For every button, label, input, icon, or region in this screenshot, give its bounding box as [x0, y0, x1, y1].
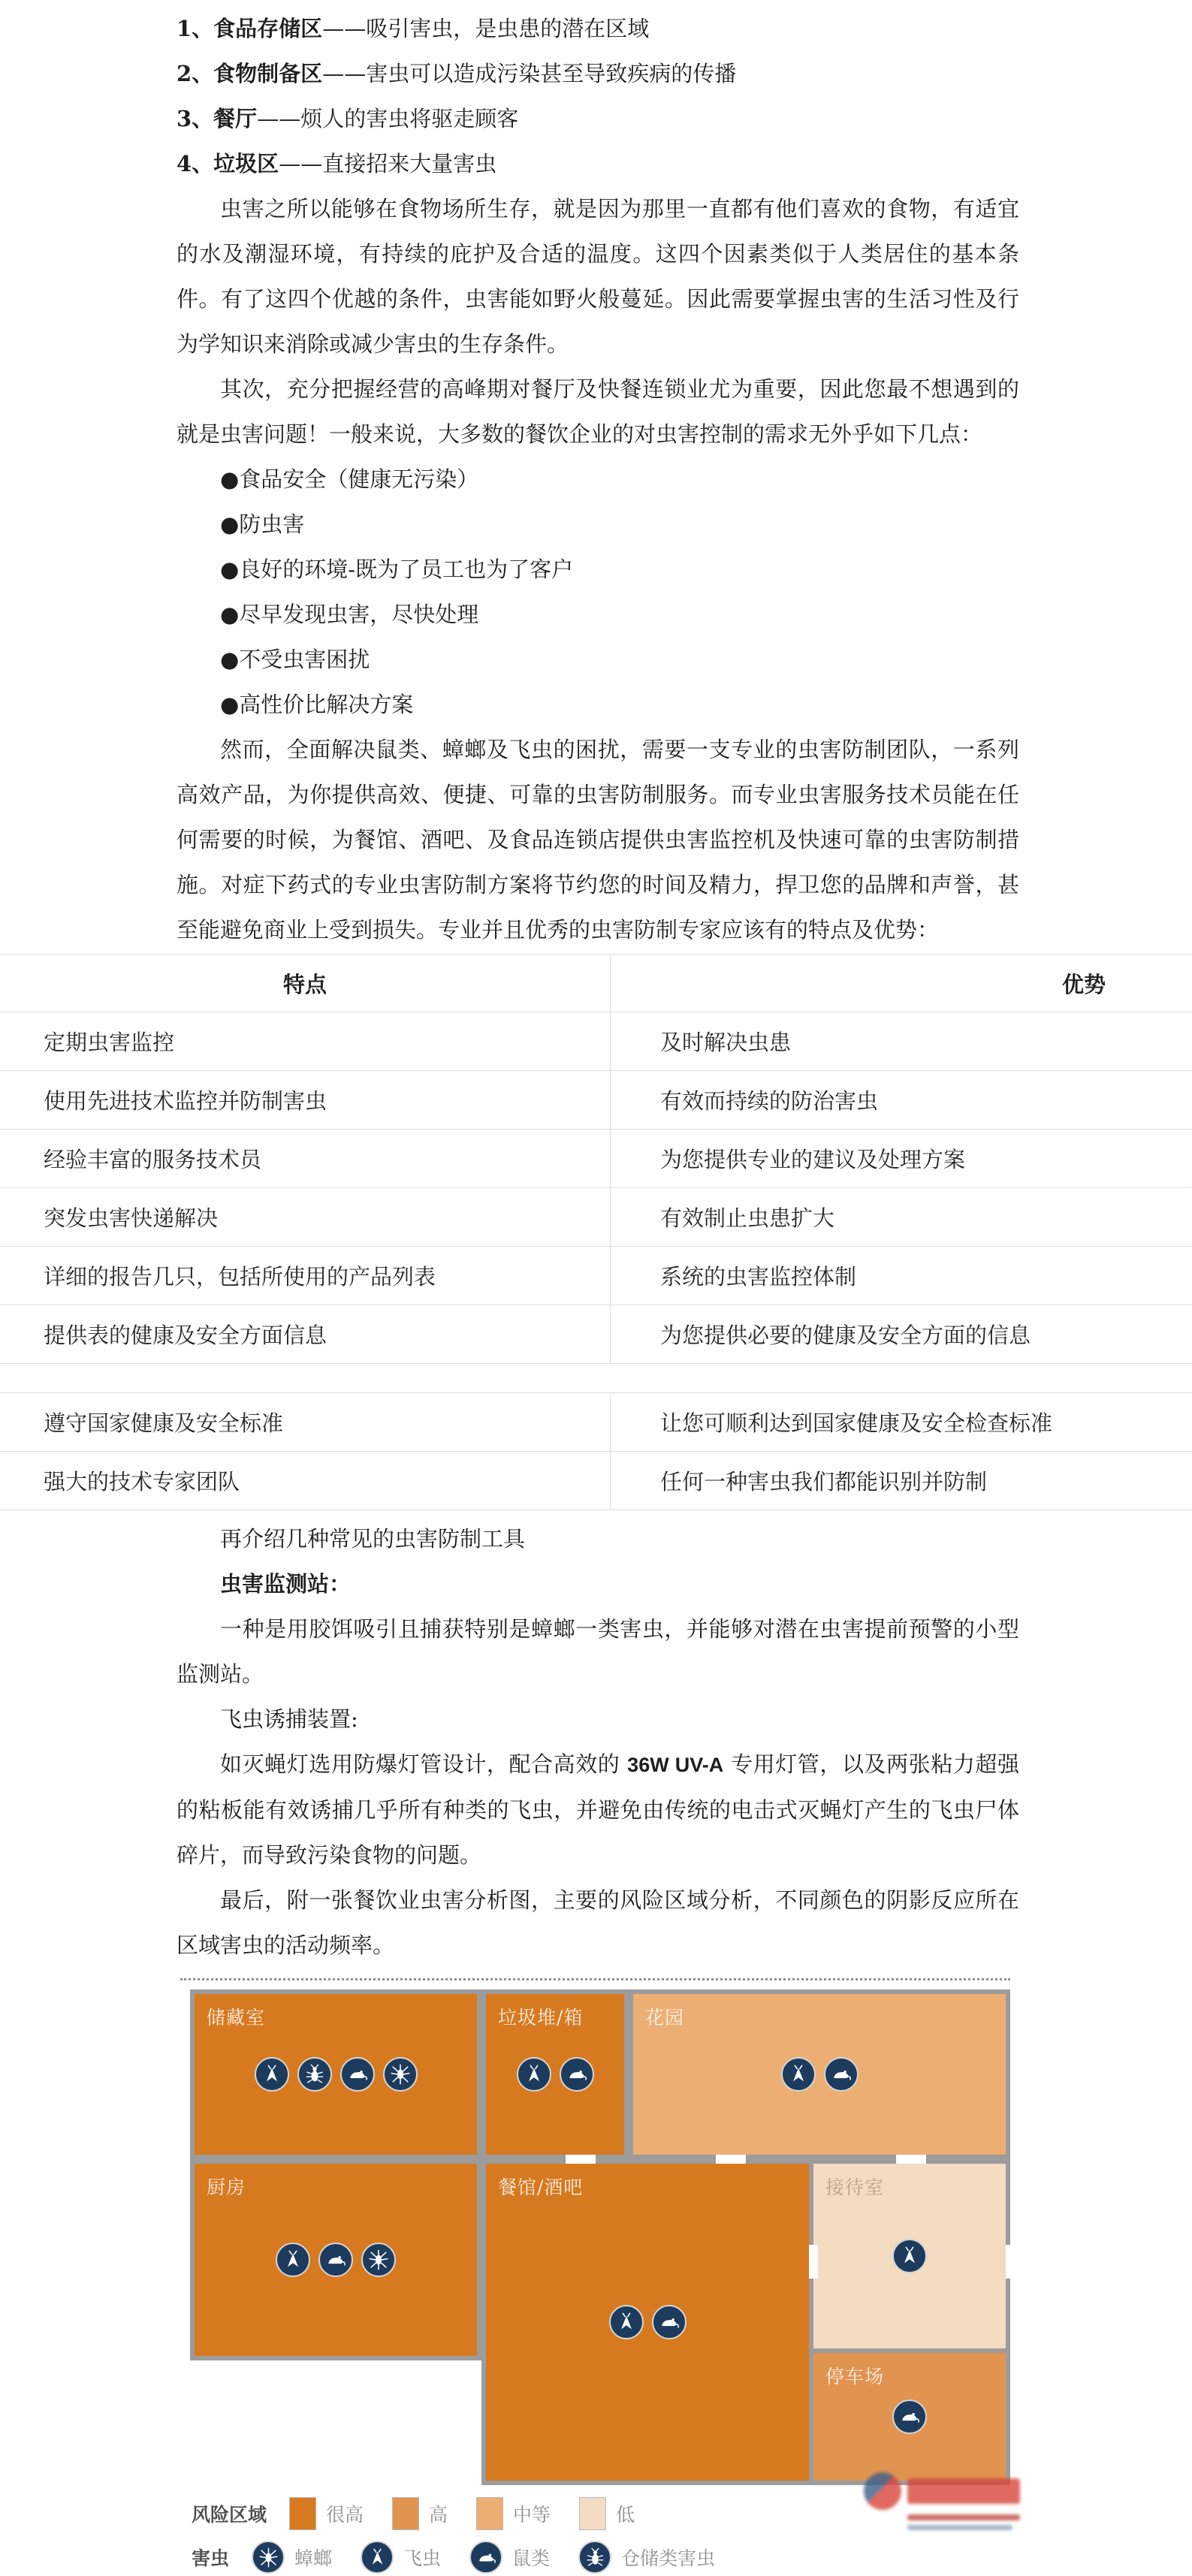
room-pest-badges: [276, 2243, 396, 2277]
pest-label: 鼠类: [512, 2547, 551, 2569]
fly-icon: [781, 2057, 816, 2092]
risk-swatch-label: 很高: [326, 2504, 364, 2526]
rat-icon: [824, 2057, 859, 2092]
room-label: 储藏室: [207, 2007, 266, 2029]
team-paragraph: 然而，全面解决鼠类、蟑螂及飞虫的困扰，需要一支专业的虫害防制团队，一系列高效产品，为你提供高效、便捷、可靠的虫害防制服务。而专业虫害服务技术员能在任何需要的时候，为餐馆、酒吧、及食品连锁店提供虫害监控机及快速可靠的虫害防制措施。对症下药式的专业虫害防制方案将节约您的时间及精力，捍卫您的品牌和声誉，甚至能避免商业上受到损失。专业并且优秀的虫害防制专家应该有的特点及优势：: [177, 737, 1019, 943]
feature-cell: 使用先进技术监控并防制害虫: [44, 1088, 327, 1114]
numbered-item-lead: 1、食品存储区: [177, 16, 323, 41]
room-pest-badges: [255, 2057, 418, 2092]
fly-icon: [276, 2243, 310, 2277]
advantage-cell: 有效而持续的防治害虫: [610, 1071, 1192, 1129]
floorplan-room: [813, 2164, 1006, 2348]
room-label: 厨房: [207, 2176, 246, 2198]
room-pest-badges: [781, 2057, 859, 2092]
fly-icon: [255, 2057, 289, 2092]
brand-logo-icon: [864, 2472, 901, 2510]
floorplan-room: [195, 1994, 477, 2155]
rat-icon: [469, 2541, 502, 2574]
pest-legend-item: [578, 2541, 715, 2574]
risk-swatch: [392, 2497, 419, 2530]
rat-icon: [340, 2057, 375, 2092]
risk-swatch: [579, 2497, 606, 2530]
bullet-item: ●防虫害: [220, 511, 305, 537]
brand-logo-text: [907, 2478, 1020, 2504]
rat-icon: [560, 2057, 594, 2092]
table-body-top: [0, 1012, 1192, 1364]
risk-legend-item: [289, 2497, 364, 2530]
table-row: [0, 1393, 1192, 1452]
analysis-intro-paragraph: 最后，附一张餐饮业虫害分析图，主要的风险区域分析，不同颜色的阴影反应所在区域害虫的活动频率。: [177, 1887, 1019, 1958]
feature-cell: 突发虫害快递解决: [44, 1205, 219, 1231]
floorplan-room: [486, 1994, 624, 2155]
room-label: 停车场: [825, 2366, 885, 2387]
feature-cell: 经验丰富的服务技术员: [44, 1147, 262, 1172]
fly-trap-heading: 飞虫诱捕装置:: [220, 1706, 358, 1732]
table-row: [0, 1130, 1192, 1188]
room-pest-badges: [517, 2057, 594, 2092]
advantage-cell: 让您可顺利达到国家健康及安全检查标准: [610, 1393, 1192, 1451]
room-label: 餐馆/酒吧: [498, 2176, 584, 2198]
floorplan-room: [633, 1994, 1006, 2155]
table-row: [0, 1452, 1192, 1510]
numbered-item-text: ——直接招来大量害虫: [279, 151, 497, 176]
fly-trap-text: 专用灯管，以及两张粘力超强的粘板能有效诱捕几乎所有种类的飞虫，并避免由传统的电击式灭蝇灯产生的飞虫尸体碎片，而导致污染食物的问题。: [177, 1751, 1019, 1868]
table-header-advantages: 优势: [610, 955, 1192, 1012]
document-body: [177, 0, 1019, 952]
pest-label: 仓储类害虫: [621, 2547, 716, 2569]
uv-lamp-spec: 36W UV-A: [627, 1754, 724, 1776]
table-row: [0, 1188, 1192, 1247]
table-row: [0, 1012, 1192, 1071]
table-row: [0, 1305, 1192, 1364]
risk-legend-title: 风险区域: [192, 2504, 267, 2526]
needs-list: [177, 457, 1019, 727]
bullet-item: ●食品安全（健康无污染）: [220, 466, 479, 492]
numbered-item-lead: 2、食物制备区: [177, 61, 323, 86]
tools-intro-paragraph: 再介绍几种常见的虫害防制工具: [220, 1526, 526, 1552]
advantage-cell: 有效制止虫患扩大: [610, 1188, 1192, 1246]
brand-logo-subtext2: [907, 2525, 1012, 2530]
storage-pest-icon: [297, 2057, 332, 2092]
pest-label: 蟑螂: [294, 2547, 333, 2569]
door-gap: [1006, 2245, 1010, 2279]
tools-section: [177, 1510, 1019, 1968]
monitor-station-paragraph: 一种是用胶饵吸引且捕获特别是蟑螂一类害虫，并能够对潜在虫害提前预警的小型监测站。: [177, 1616, 1019, 1687]
bullet-item: ●高性价比解决方案: [220, 692, 414, 717]
numbered-item-lead: 3、餐厅: [177, 106, 258, 131]
risk-swatch-label: 低: [616, 2504, 635, 2526]
feature-cell: 详细的报告几只，包括所使用的产品列表: [44, 1264, 436, 1290]
door-gap: [809, 2245, 818, 2279]
advantage-cell: 及时解决虫患: [610, 1012, 1192, 1070]
advantage-cell: 为您提供专业的建议及处理方案: [610, 1130, 1192, 1187]
pest-legend-item: [469, 2541, 550, 2574]
bullet-item: ●不受虫害困扰: [220, 647, 370, 672]
risk-swatch-label: 高: [429, 2504, 448, 2526]
room-label: 花园: [645, 2007, 685, 2029]
room-pest-badges: [892, 2239, 927, 2273]
pest-legend-item: [361, 2541, 441, 2574]
pest-legend-item: [252, 2541, 332, 2574]
cockroach-icon: [361, 2243, 396, 2277]
door-gap: [716, 2155, 746, 2164]
numbered-item-text: ——害虫可以造成污染甚至导致疾病的传播: [322, 61, 737, 86]
bullet-item: ●良好的环境-既为了员工也为了客户: [220, 557, 574, 582]
numbered-item-text: ——吸引害虫，是虫患的潜在区域: [322, 16, 650, 41]
numbered-item-lead: 4、垃圾区: [177, 151, 279, 176]
numbered-item: [177, 51, 1019, 96]
advantage-cell: 任何一种害虫我们都能识别并防制: [610, 1452, 1192, 1510]
door-gap: [896, 2155, 926, 2164]
advantage-cell: 为您提供必要的健康及安全方面的信息: [610, 1305, 1192, 1363]
table-body-bottom: [0, 1393, 1192, 1510]
monitor-station-heading: 虫害监测站：: [220, 1571, 352, 1597]
fly-trap-text: 如灭蝇灯选用防爆灯管设计，配合高效的: [220, 1751, 628, 1777]
numbered-item: [177, 6, 1019, 51]
risk-legend-item: [392, 2497, 448, 2530]
peak-season-paragraph: 其次，充分把握经营的高峰期对餐厅及快餐连锁业尤为重要，因此您最不想遇到的就是虫害问题！一般来说，大多数的餐饮企业的对虫害控制的需求无外乎如下几点：: [177, 376, 1019, 447]
door-gap: [566, 2155, 596, 2164]
feature-cell: 强大的技术专家团队: [44, 1469, 240, 1495]
cockroach-icon: [383, 2057, 418, 2092]
numbered-item-text: ——烦人的害虫将驱走顾客: [257, 106, 519, 131]
risk-swatch: [476, 2497, 503, 2530]
table-row: [0, 1247, 1192, 1305]
floorplan-room: [813, 2353, 1006, 2481]
table-header-features: 特点: [282, 971, 327, 997]
pest-label: 飞虫: [403, 2547, 442, 2569]
rat-icon: [318, 2243, 353, 2277]
table-header-row: [0, 955, 1192, 1012]
floorplan-legend: [192, 2497, 1192, 2574]
floorplan-room: [195, 2164, 477, 2356]
bullet-item: ●尽早发现虫害，尽快处理: [220, 602, 479, 627]
risk-legend-item: [579, 2497, 635, 2530]
fly-trap-paragraph: [177, 1742, 1019, 1878]
fly-icon: [609, 2305, 644, 2339]
fly-icon: [517, 2057, 551, 2092]
room-pest-badges: [609, 2305, 687, 2339]
table-row: [0, 1071, 1192, 1130]
rat-icon: [652, 2305, 687, 2339]
advantage-cell: 系统的虫害监控体制: [610, 1247, 1192, 1305]
table-gap: [0, 1364, 1192, 1391]
storage-pest-icon: [578, 2541, 611, 2574]
floorplan-room: [486, 2164, 809, 2481]
pest-survival-paragraph: 虫害之所以能够在食物场所生存，就是因为那里一直都有他们喜欢的食物，有适宜的水及潮湿环境，有持续的庇护及合适的温度。这四个因素类似于人类居住的基本条件。有了这四个优越的条件，虫害能如野火般蔓延。因此需要掌握虫害的生活习性及行为学知识来消除或减少害虫的生存条件。: [177, 196, 1019, 357]
rat-icon: [892, 2400, 927, 2434]
feature-cell: 提供表的健康及安全方面信息: [44, 1323, 327, 1348]
pest-legend-title: 害虫: [192, 2547, 230, 2569]
fly-icon: [892, 2239, 927, 2273]
risk-legend-item: [476, 2497, 551, 2530]
standards-table: [0, 1392, 1192, 1510]
room-label: 垃圾堆/箱: [498, 2007, 584, 2029]
room-label: 接待室: [825, 2176, 885, 2198]
floorplan: [190, 1989, 1010, 2485]
feature-cell: 遵守国家健康及安全标准: [44, 1410, 284, 1436]
dotted-separator: [180, 1978, 1010, 1980]
room-pest-badges: [892, 2400, 927, 2434]
numbered-item: [177, 96, 1019, 141]
pest-legend: [192, 2541, 1192, 2574]
brand-watermark-row: [864, 2472, 1029, 2510]
risk-swatch-label: 中等: [513, 2504, 551, 2526]
intro-numbered-list: [177, 6, 1019, 186]
brand-watermark: [864, 2472, 1029, 2530]
risk-legend: [192, 2497, 1192, 2530]
features-advantages-table: [0, 954, 1192, 1364]
cockroach-icon: [252, 2541, 285, 2574]
risk-swatch: [289, 2497, 316, 2530]
brand-logo-subtext: [907, 2514, 1020, 2520]
numbered-item: [177, 141, 1019, 186]
feature-cell: 定期虫害监控: [44, 1030, 175, 1055]
fly-icon: [361, 2541, 394, 2574]
